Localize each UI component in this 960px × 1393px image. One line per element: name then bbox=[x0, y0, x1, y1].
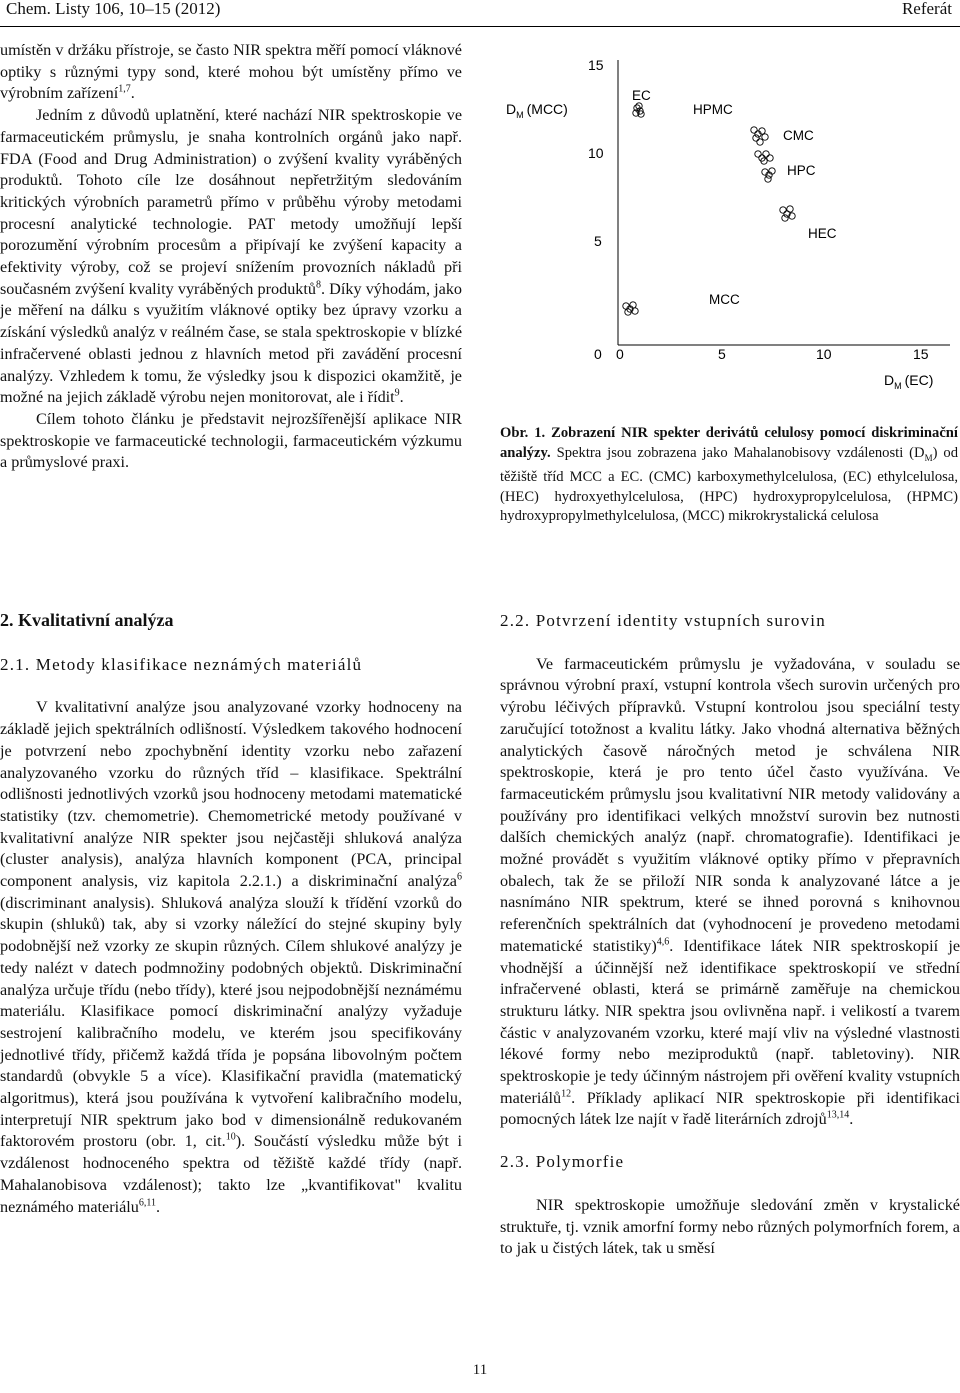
page-number: 11 bbox=[472, 1362, 488, 1378]
paragraph: V kvalitativní analýze jsou analyzované vzorky hodnoceny na základě jejich spektrálních odlišností. Výsledkem takového hodnocení je potvrzení nebo zpochybnění identity vzorku nebo zařazení analyzovaného vzorku do různých tříd – klasifikace. Spektrální odlišnosti jednotlivých vzorků jsou hodnoceny metodami matematické statistiky (tzv. chemometrie). Chemometrické metody používané v kvalitativní analýze NIR spekter jsou nejčastěji shluková analýza (cluster analysis), analýza hlavních komponent (PCA, principal component analysis, viz kapitola 2.2.1.) a diskriminační analýza$^6$ (discriminant analysis). Shluková analýza slouží k třídění vzorků do skupin (shluků) tak, aby si vzorky náležící do stejné skupiny byly podobnější než vzorky ze skupin různých. Cílem shlukové analýzy je tedy nalézt v datech podmnožiny podobných objektů. Diskriminační analýza určuje třídu (nebo třídy), které jsou nejpodobnější neznámému materiálu. Klasifikace pomocí diskriminační analýzy vyžaduje sestrojení kalibračního modelu, ve kterém jsou specifikovány jednotlivé třídy, přičemž každá třída je popsána libovolným počtem standardů (obvykle 5 a více). Klasifikační pravidla (matematický algoritmus), která jsou používána k vytvoření kalibračního modelu, interpretují NIR spektrum jako bod v dimensionálně redukovaném faktorovém prostoru (obr. 1, cit.$^{10}$). Součástí výsledku může být i vzdálenost hodnoceného spektra od těžiště každé třídy (např. Mahalanobisova vzdálenost); takto lze „kvantifikovat" kvalitu neznámého materiálu$^{6,11}$. bbox=[0, 698, 462, 1216]
y-tick: 0 bbox=[594, 346, 602, 362]
left-column-top bbox=[0, 40, 462, 474]
running-header bbox=[0, 0, 960, 27]
group-label-mcc: MCC bbox=[709, 292, 740, 307]
x-tick: 0 bbox=[616, 346, 624, 362]
figure-caption: Obr. 1. Zobrazení NIR spekter derivátů celulosy pomocí diskriminační analýzy. Spektra jsou zobrazena jako Mahalanobisovy vzdálenosti $(D_M)$ od těžiště tříd MCC a EC. (CMC) karboxymethylcelulosa, (EC) ethylcelulosa, (HEC) hydroxyethylcelulosa, (HPC) hydroxypropylcelulosa, (HPMC) hydroxypropylmethylcelulosa, (MCC) mikrokrystalická celulosa bbox=[500, 425, 959, 525]
paragraph: umístěn v držáku přístroje, se často NIR spektra měří pomocí vláknové optiky s různými typy sond, které mohou být umístěny přímo ve výrobním zařízení$^{1,7}$. bbox=[0, 41, 462, 103]
cluster-ec bbox=[633, 103, 644, 117]
paragraph: Ve farmaceutickém průmyslu je vyžadována, v souladu se správnou výrobní praxí, vstupní kontrola všech surovin určených pro výrobu léčivých přípravků. Vstupní kontrolou jsou speciální testy zaručující totožnost a kvalitu látky. Jako vhodná alternativa běžných analytických časově náročných metod je schválena NIR spektroskopie, která je pro tento účel často využívána. Ve farmaceutickém průmyslu jsou kvalitativní NIR metody validovány a používány pro identifikaci velkých množství surovin bez nutnosti dalších chemických analýz (např. chromatografie). Identifikaci je možné provádět s využitím vláknové optiky přímo v přepravních obalech, tak že se přiloží NIR sonda k analyzované látce a je nasnímáno NIR spektrum, které se ihned porovná s knihovnou referenčních spektrálních dat (vyhodnocení je provedeno metodami matematické statistiky)$^{4,6}$. Identifikace látek NIR spektroskopií je vhodnější a účinnější než identifikace spektroskopií ve střední infračervené oblasti, která se primárně zaměřuje na chemickou strukturu látky. NIR spektra jsou ovlivněna např. i velikostí a tvarem částic v analyzovaném vzorku, které mají vliv na výsledné vlastnosti lékové formy nebo meziproduktů (např. tabletoviny). NIR spektroskopie je tedy účinným nástrojem při ověření kvality vstupních materiálů$^{12}$. Příklady aplikací NIR spektroskopie při identifikaci pomocných látek lze najít v řadě literárních zdrojů$^{13,14}$. bbox=[500, 654, 960, 1129]
cluster-hpmc bbox=[751, 127, 768, 145]
cluster-cmc bbox=[755, 151, 773, 164]
group-label-hpmc: HPMC bbox=[693, 102, 733, 117]
cluster-hec bbox=[780, 206, 795, 221]
group-label-cmc: CMC bbox=[783, 128, 814, 143]
y-tick: 10 bbox=[588, 145, 604, 161]
x-tick: 15 bbox=[913, 346, 929, 362]
x-tick: 10 bbox=[816, 346, 832, 362]
plot-svg bbox=[500, 50, 960, 400]
cluster-mcc bbox=[623, 302, 638, 315]
group-label-hpc: HPC bbox=[787, 163, 816, 178]
paragraph: Jedním z důvodů uplatnění, které nachází NIR spektroskopie ve farmaceutickém průmyslu, je snaha kontrolních orgánů jako např. FDA (Food and Drug Administration) o zvýšení kvality vyráběných produktů. Tohoto cíle lze dosáhnout nepřetržitým sledováním kritických výrobních parametrů přímo v průběhu výroby metodami procesní analytické technologie. PAT metody umožňují lepší porozumění výrobním procesům a připívají ke zvýšení kapacity a efektivity výroby, což se projeví snížením provozních nákladů při současném zvýšení kvality vyráběných produktů$^8$. Díky výhodám, jako je měření na dálku s využitím vláknové optiky bez úpravy vzorku a získání výsledků analýz v reálném čase, se stala spektroskopie v blízké infračervené oblasti jednou z hlavních metod při zavádění procesní analýzy. Vzhledem k tomu, že výsledky jsou k dispozici okamžitě, je možné na jejich základě výrobu nejen monitorovat, ale i řídit$^9$. bbox=[0, 106, 463, 407]
x-axis-label: $D_M$ (EC) bbox=[884, 372, 934, 391]
journal-citation: Chem. Listy 106, 10–15 (2012) bbox=[6, 0, 221, 18]
figure-scatter-plot bbox=[500, 50, 960, 400]
subsection-heading: 2.3. Polymorfie bbox=[500, 1152, 625, 1172]
x-tick: 5 bbox=[718, 346, 726, 362]
group-label-ec: EC bbox=[632, 88, 651, 103]
paragraph: Cílem tohoto článku je představit nejrozšířenější aplikace NIR spektroskopie ve farmaceutické technologii, farmaceutickém výzkumu a průmyslové praxi. bbox=[0, 409, 462, 472]
left-column-lower bbox=[0, 610, 462, 1218]
cluster-hpc bbox=[762, 168, 775, 182]
right-column-lower bbox=[500, 610, 960, 1260]
group-label-hec: HEC bbox=[808, 226, 837, 241]
subsection-heading: 2.1. Metody klasifikace neznámých materiálů bbox=[0, 654, 363, 674]
paragraph: NIR spektroskopie umožňuje sledování změn v krystalické struktuře, tj. vznik amorfní formy nebo různých polymorfních forem, a to jak u čistých látek, tak u směsí bbox=[500, 1195, 960, 1258]
subsection-heading: 2.2. Potvrzení identity vstupních surovin bbox=[500, 611, 826, 630]
section-heading: 2. Kvalitativní analýza bbox=[0, 610, 174, 630]
section-label: Referát bbox=[901, 0, 952, 18]
y-axis-label: $D_M$ (MCC) bbox=[506, 101, 568, 120]
y-tick: 5 bbox=[594, 233, 602, 249]
y-tick: 15 bbox=[588, 57, 604, 73]
